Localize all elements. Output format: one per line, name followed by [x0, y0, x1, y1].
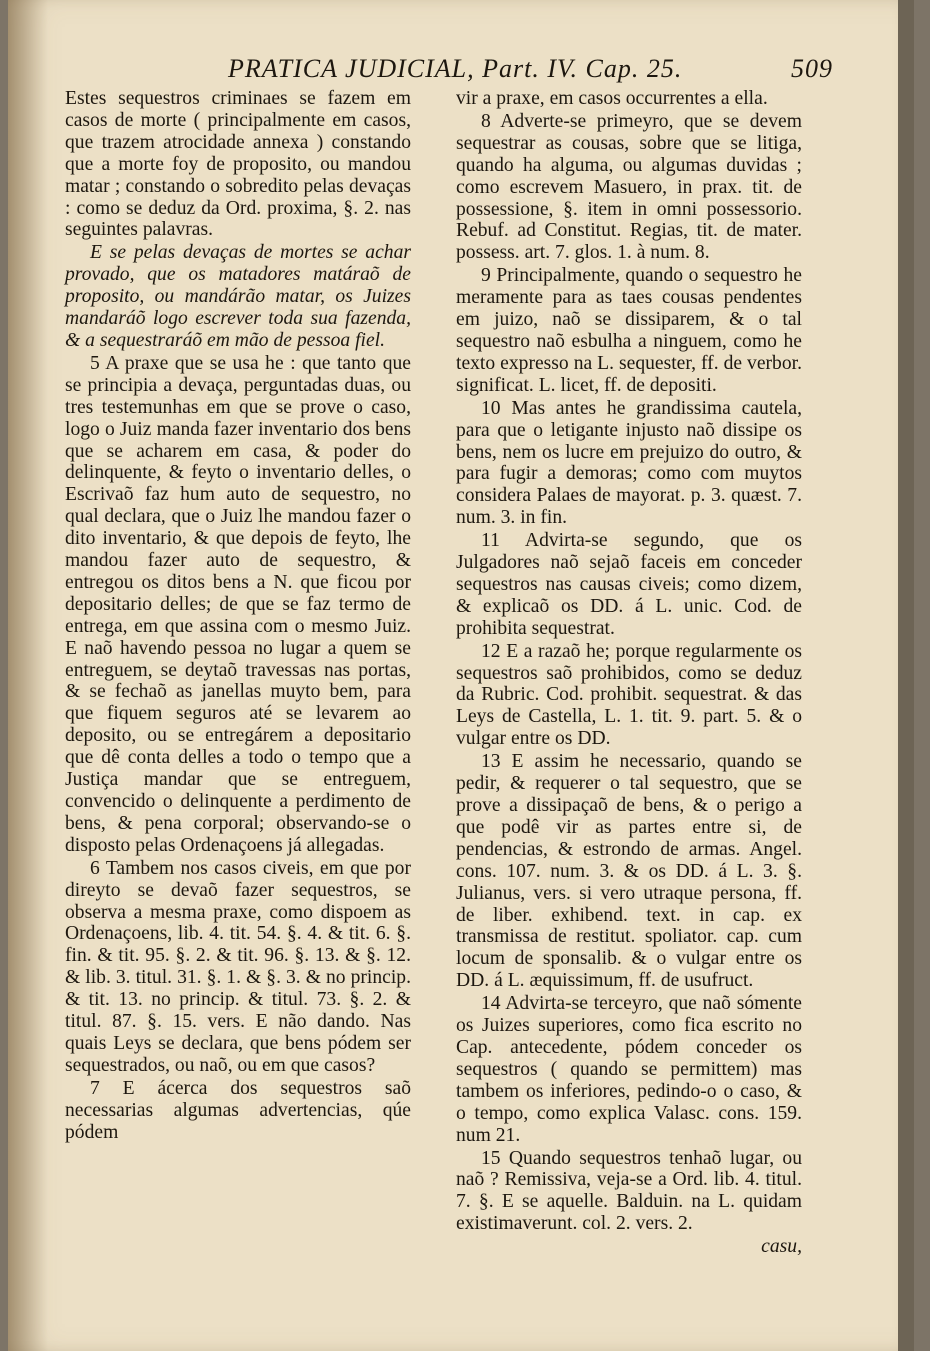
page-edge [898, 0, 914, 1351]
paragraph-12: 12 E a razaõ he; porque regularmente os sequestros saõ prohibidos, como se deduz da Rubric. Cod. prohibit. sequestrat. & das Leys de Castella, L. 1. tit. 9. part. 5. & o vulgar entre os DD. [456, 640, 802, 750]
left-column [65, 88, 411, 1144]
paragraph: Estes sequestros criminaes se fazem em casos de morte ( principalmente em casos, que trazem atrocidade annexa ) constando que a morte foy de proposito, ou mandou matar ; constando o sobredito pelas devaças : como se deduz da Ord. proxima, §. 2. nas seguintes palavras. [65, 88, 411, 241]
paragraph-11: 11 Advirta-se segundo, que os Julgadores naõ sejaõ faceis em conceder sequestros nas causas civeis; como dizem, & explicaõ os DD. á L. unic. Cod. de prohibita sequestrat. [456, 530, 802, 639]
paragraph-14: 14 Advirta-se terceyro, que naõ sómente os Juizes superiores, como fica escrito no Cap. antecedente, pódem conceder os sequestros ( quando se permittem) mas tambem os inferiores, pedindo-o o caso, & o tempo, como explica Valasc. cons. 159. num 21. [456, 993, 802, 1146]
paragraph-7: 7 E ácerca dos sequestros saõ necessarias algumas advertencias, qúe pódem [65, 1077, 411, 1143]
ordinance-quote: E se pelas devaças de mortes se achar provado, que os matadores matáraõ de proposito, ou mandárão matar, os Juizes mandaráõ logo escrever toda sua fazenda, & a sequestraráõ em mão de pessoa fiel. [65, 242, 411, 351]
paragraph-5: 5 A praxe que se usa he : que tanto que se principia a devaça, perguntadas duas, ou tres testemunhas em que se prove o caso, logo o Juiz manda fazer inventario dos bens que se acharem em casa, & poder do delinquente, & feyto o inventario delles, o Escrivaõ faz hum auto de sequestro, no qual declara, que o Juiz lhe mandou fazer o dito inventario, & que depois de feyto, lhe mandou fazer auto de sequestro, & entregou os ditos bens a N. que ficou por depositario delles; de que se faz termo de entrega, em que assina com o mesmo Juiz. E naõ havendo pessoa no lugar a quem se entreguem, se deytaõ travessas nas portas, & se fechaõ as janellas muyto bem, para que fiquem seguros até se levarem ao deposito, ou se entregárem a depositario que dê conta delles a todo o tempo que a Justiça mandar que se entreguem, convencido o delinquente a perdimento de bens, & pena corporal; observando-se o disposto pelas Ordenaçoens já allegadas. [65, 352, 411, 856]
paragraph-9: 9 Principalmente, quando o sequestro he meramente para as taes cousas pendentes em juizo, naõ se dissiparem, & o tal sequestro naõ esbulha a ninguem, como he texto expresso na L. sequester, ff. de verbor. significat. L. licet, ff. de depositi. [456, 265, 802, 396]
page-number: 509 [791, 54, 833, 83]
paragraph-15: 15 Quando sequestros tenhaõ lugar, ou naõ ? Remissiva, veja-se a Ord. lib. 4. titul. 7. §. E se aquelle. Balduin. na L. quidam existimaverunt. col. 2. vers. 2. [456, 1147, 802, 1235]
paragraph-8: 8 Adverte-se primeyro, que se devem sequestrar as cousas, sobre que se litiga, quando ha alguma, ou algumas duvidas ; como escrevem Masuero, in prax. tit. de possessione, §. item in omni possessorio. Rebuf. ad Constitut. Regias, tit. de mater. possess. art. 7. glos. 1. à num. 8. [456, 110, 802, 264]
book-page [8, 0, 914, 1351]
paragraph-10: 10 Mas antes he grandissima cautela, para que o letigante injusto naõ dissipe os bens, nem os lucre em prejuizo do outro, & para fugir a demoras; como com muytos considera Palaes de mayorat. p. 3. quæst. 7. num. 3. in fin. [456, 397, 802, 529]
catchword: casu, [761, 1236, 802, 1258]
paragraph-continued: vir a praxe, em casos occurrentes a ella. [456, 88, 768, 109]
right-column [456, 88, 802, 1258]
page-gutter-shadow [8, 0, 48, 1351]
paragraph-6: 6 Tambem nos casos civeis, em que por direyto se devaõ fazer sequestros, se observa a mesma praxe, como dispoem as Ordenaçoens, lib. 4. tit. 54. §. 4. & tit. 6. §. fin. & tit. 95. §. 2. & tit. 96. §. 13. & §. 12. & lib. 3. titul. 31. §. 1. & §. 3. & no princip. & tit. 13. no princip. & titul. 73. §. 2. & titul. 87. §. 15. vers. E não dando. Nas quais Leys se declara, que bens pódem ser sequestrados, ou naõ, ou em que casos? [65, 857, 411, 1076]
paragraph-13: 13 E assim he necessario, quando se pedir, & requerer o tal sequestro, que se prove a dissipaçaõ de bens, & o perigo a que podê vir as partes entre si, de pendencias, & estrondo de armas. Angel. cons. 107. num. 3. & os DD. á L. 3. §. Julianus, vers. si vero utraque persona, ff. de liber. exhibend. text. in cap. ex transmissa de restitut. spoliator. cap. cum locum de sponsalib. & o vulgar entre os DD. á L. æquissimum, ff. de usufruct. [456, 751, 802, 992]
running-title: PRATICA JUDICIAL, Part. IV. Cap. 25. [228, 54, 683, 83]
